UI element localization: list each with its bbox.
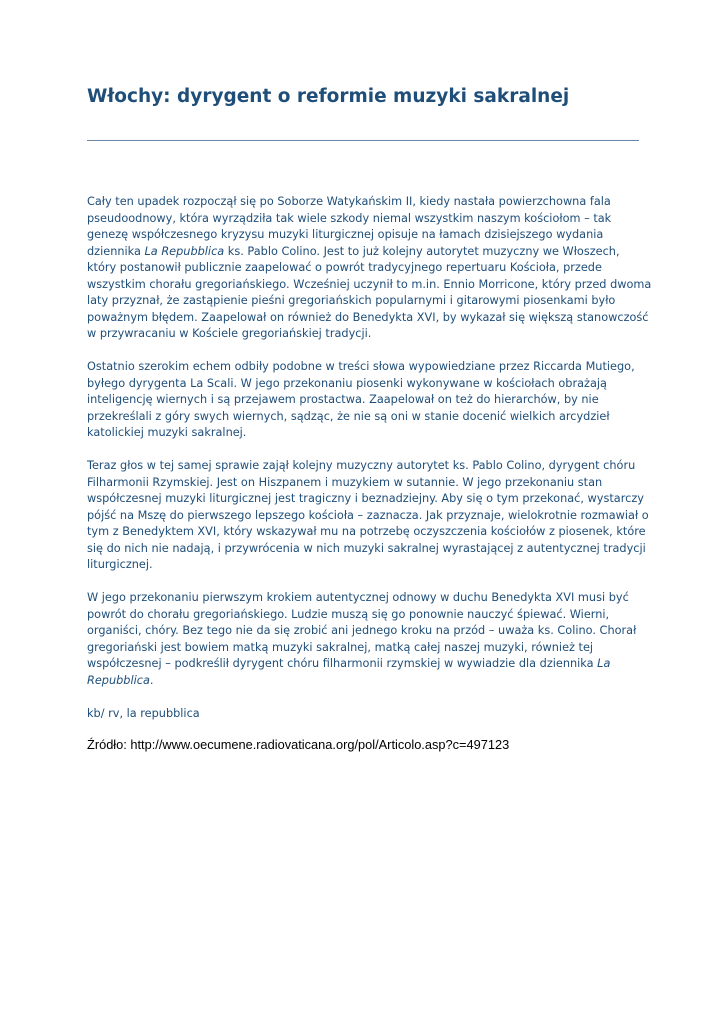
- line-text: katolickiej muzyki sakralnej.: [87, 426, 247, 439]
- line-text: poważnym błędem. Zaapelował on również do Benedykta XVI, by wykazał się większą stanowczość: [87, 310, 649, 324]
- line-text: Filharmonii Rzymskiej. Jest on Hiszpanem i muzykiem w sutannie. W jego przekonaniu stan: [87, 475, 603, 489]
- paragraph-line: [87, 227, 647, 244]
- line-text: Ostatnio szerokim echem odbiły podobne w treści słowa wypowiedziane przez Riccarda Mutiego,: [87, 360, 635, 373]
- italic-text: La Repubblica: [144, 244, 225, 258]
- paragraph-line: [87, 260, 647, 277]
- line-text: W jego przekonaniu pierwszym krokiem autentycznej odnowy w duchu Benedykta XVI musi być: [87, 591, 629, 604]
- paragraph-line: [87, 508, 647, 525]
- paragraph-line: [87, 376, 647, 393]
- paragraph-line: [87, 310, 647, 327]
- line-text: tym z Benedyktem XVI, który wskazywał mu na potrzebę oczyszczenia kościołów z piosenek, które: [87, 525, 646, 538]
- paragraph-line: [87, 425, 647, 442]
- paragraph-line: [87, 524, 647, 541]
- paragraph-line: [87, 557, 647, 574]
- article-credit: kb/ rv, la repubblica: [87, 706, 200, 720]
- article-body: [87, 194, 652, 739]
- paragraph-line: [87, 607, 647, 624]
- line-text: który postanowił publicznie zaapelować o powrót tradycyjnego repertuaru Kościoła, przede: [87, 261, 602, 274]
- paragraph-line: [87, 590, 647, 607]
- paragraph-line: [87, 623, 647, 640]
- line-text: się do nich nie nadają, i przywrócenia w nich muzyki sakralnej wyrastającej z autentycznej tradycji: [87, 541, 646, 555]
- line-text: w przywracaniu w Kościele gregoriańskiej tradycji.: [87, 327, 372, 340]
- italic-text: La: [597, 657, 611, 670]
- paragraph-line: [87, 211, 647, 228]
- paragraph-line: [87, 458, 647, 475]
- title-divider: [87, 140, 639, 141]
- line-text: współczesnej – podkreślił dyrygent chóru filharmonii rzymskiej w wywiadzie dla dziennika: [87, 657, 598, 670]
- source-line: Źródło: http://www.oecumene.radiovaticana.org/pol/Articolo.asp?c=497123: [87, 737, 510, 752]
- line-text: ks. Pablo Colino. Jest to już kolejny autorytet muzyczny we Włoszech,: [224, 244, 620, 258]
- article-paragraph: [87, 359, 647, 442]
- line-text: inteligencję wiernych i są przejawem prostactwa. Zaapelował on też do hierarchów, by nie: [87, 393, 599, 406]
- paragraph-line: [87, 392, 647, 409]
- paragraph-line: [87, 326, 647, 343]
- line-text: gregoriański jest bowiem matką muzyki sakralnej, matką całej naszej muzyki, również tej: [87, 640, 594, 654]
- line-text: wszystkim chorału gregoriańskiego. Wcześniej uczynił to m.in. Ennio Morricone, który przed dwoma: [87, 277, 652, 291]
- line-text: byłego dyrygenta La Scali. W jego przekonaniu piosenki wykonywane w kościołach obrażają: [87, 376, 607, 390]
- line-text: Teraz głos w tej samej sprawie zajął kolejny muzyczny autorytet ks. Pablo Colino, dyrygent chóru: [87, 459, 636, 472]
- paragraph-line: [87, 277, 652, 294]
- paragraph-line: [87, 491, 647, 508]
- paragraph-line: [87, 244, 647, 261]
- paragraph-line: [87, 194, 647, 211]
- line-text: Cały ten upadek rozpoczął się po Soborze Watykańskim II, kiedy nastała powierzchowna fala: [87, 195, 611, 208]
- paragraph-line: [87, 359, 647, 376]
- line-text: genezę współczesnego kryzysu muzyki liturgicznej opisuje na łamach dzisiejszego wydania: [87, 228, 604, 241]
- article-title: Włochy: dyrygent o reformie muzyki sakralnej: [87, 86, 570, 107]
- paragraph-line: [87, 409, 647, 426]
- line-text: liturgicznej.: [87, 558, 153, 571]
- article-paragraph: [87, 194, 652, 343]
- article-paragraphs: [87, 194, 652, 689]
- line-text: organiści, chóry. Bez tego nie da się zrobić ani jednego kroku na przód – uważa ks. Colino. Chorał: [87, 624, 637, 637]
- article-paragraph: [87, 458, 647, 574]
- line-text: powrót do chorału gregoriańskiego. Ludzie muszą się go ponownie nauczyć śpiewać. Wierni,: [87, 607, 610, 621]
- paragraph-line: [87, 656, 647, 673]
- paragraph-line: [87, 673, 647, 690]
- line-text: dziennika: [87, 244, 145, 258]
- line-text: pójść na Mszę do pierwszego lepszego kościoła – zaznacza. Jak przyznaje, wielokrotnie rozmawiał o: [87, 508, 649, 522]
- paragraph-line: [87, 541, 647, 558]
- line-text: pseudoodnowy, która wyrządziła tak wiele szkody niemal wszystkim naszym kościołom – tak: [87, 211, 612, 225]
- paragraph-line: [87, 475, 647, 492]
- italic-text: Repubblica: [87, 673, 150, 687]
- paragraph-line: [87, 640, 647, 657]
- line-text: .: [149, 673, 154, 687]
- article-paragraph: [87, 590, 647, 689]
- line-text: współczesnej muzyki liturgicznej jest tragiczny i beznadziejny. Aby się o tym przekonać, wystarczy: [87, 492, 644, 505]
- line-text: laty przyznał, że zastąpienie pieśni gregoriańskich popularnymi i gitarowymi piosenkami było: [87, 294, 616, 307]
- line-text: przekreślali z góry swych wiernych, sądząc, że nie są oni w stanie docenić wielkich arcydzieł: [87, 409, 610, 423]
- paragraph-line: [87, 293, 647, 310]
